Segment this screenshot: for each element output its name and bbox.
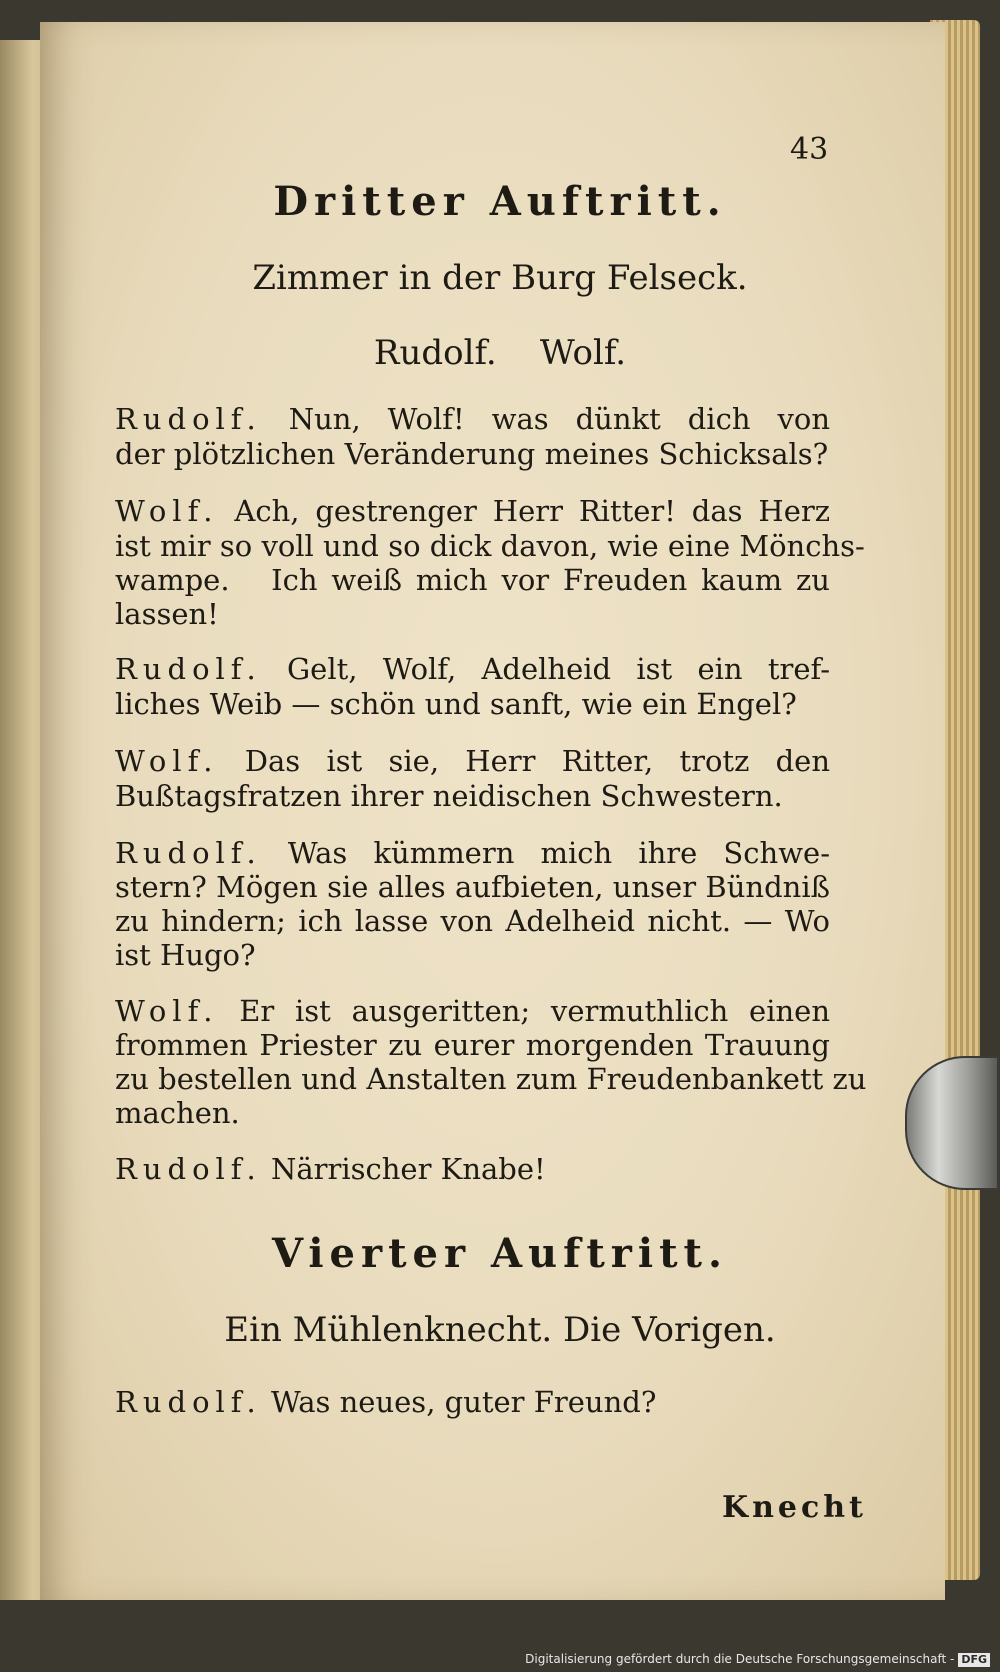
dialogue-line bbox=[115, 402, 830, 436]
speech-text: Das ist sie, Herr Ritter, trotz den bbox=[244, 744, 831, 778]
dialogue-line: stern? Mögen sie alles aufbieten, unser Bündniß bbox=[115, 870, 830, 904]
speaker-name: Wolf. bbox=[115, 994, 219, 1028]
dialogue-line: zu hindern; ich lasse von Adelheid nicht. — Wo bbox=[115, 904, 830, 938]
dialogue-line: ist Hugo? bbox=[115, 938, 256, 972]
dialogue-line: frommen Priester zu eurer morgenden Trauung bbox=[115, 1028, 830, 1062]
dialogue-line bbox=[115, 494, 830, 528]
dialogue-line: der plötzlichen Veränderung meines Schicksals? bbox=[115, 437, 829, 471]
dialogue-line bbox=[115, 652, 830, 686]
speaker-name: Wolf. bbox=[115, 744, 219, 778]
page-number: 43 bbox=[790, 132, 829, 167]
scene-heading-4: Vierter Auftritt. bbox=[272, 1230, 728, 1277]
speaker-name: Wolf. bbox=[115, 494, 219, 528]
dialogue-line bbox=[115, 836, 830, 870]
dialogue-line: Bußtagsfratzen ihrer neidischen Schwestern. bbox=[115, 779, 783, 813]
scene-setting-4: Ein Mühlenknecht. Die Vorigen. bbox=[224, 1310, 776, 1350]
digitization-footer bbox=[0, 1646, 990, 1672]
speech-text: Was kümmern mich ihre Schwe- bbox=[287, 836, 830, 870]
dialogue-line: ist mir so voll und so dick davon, wie eine Mönchs- bbox=[115, 529, 865, 563]
speaker-name: Rudolf. bbox=[115, 1385, 262, 1419]
dialogue-line: liches Weib — schön und sanft, wie ein Engel? bbox=[115, 687, 797, 721]
speech-text: Ach, gestrenger Herr Ritter! das Herz bbox=[234, 494, 831, 528]
dialogue-line bbox=[115, 1385, 830, 1419]
speaker-name: Rudolf. bbox=[115, 1152, 262, 1186]
speech-text: Was neues, guter Freund? bbox=[270, 1385, 657, 1419]
speaker-name: Rudolf. bbox=[115, 652, 262, 686]
scene-characters-3: Rudolf. Wolf. bbox=[373, 333, 627, 373]
speaker-name: Rudolf. bbox=[115, 402, 262, 436]
dialogue-line: lassen! bbox=[115, 597, 219, 631]
speech-text: Gelt, Wolf, Adelheid ist ein tref- bbox=[287, 652, 830, 686]
dfg-logo: DFG bbox=[958, 1653, 990, 1667]
speaker-name: Rudolf. bbox=[115, 836, 262, 870]
scene-heading-3: Dritter Auftritt. bbox=[273, 178, 727, 225]
catchword: Knecht bbox=[722, 1490, 867, 1525]
dialogue-line: zu bestellen und Anstalten zum Freudenbankett zu bbox=[115, 1062, 867, 1096]
speech-text: Nun, Wolf! was dünkt dich von bbox=[288, 402, 831, 436]
dialogue-line bbox=[115, 994, 830, 1028]
dialogue-line bbox=[115, 744, 830, 778]
footer-text: Digitalisierung gefördert durch die Deutsche Forschungsgemeinschaft - bbox=[525, 1652, 955, 1666]
dialogue-line: wampe. Ich weiß mich vor Freuden kaum zu bbox=[115, 563, 830, 597]
dialogue-line: machen. bbox=[115, 1096, 240, 1130]
speech-text: Er ist ausgeritten; vermuthlich einen bbox=[239, 994, 831, 1028]
dialogue-line bbox=[115, 1152, 830, 1186]
speech-text: Närrischer Knabe! bbox=[270, 1152, 546, 1186]
scene-setting-3: Zimmer in der Burg Felseck. bbox=[252, 258, 748, 298]
